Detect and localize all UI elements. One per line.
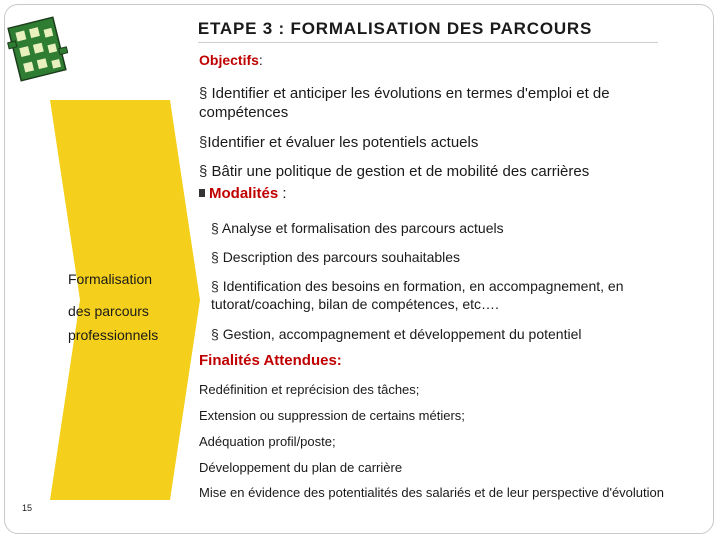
objectifs-heading <box>199 52 263 68</box>
side-label-line2: des parcours <box>68 303 149 319</box>
objectifs-colon: : <box>258 52 263 68</box>
side-label-line1: Formalisation <box>68 271 153 287</box>
objectif-item-2-text: Identifier et évaluer les potentiels actuels <box>207 134 479 151</box>
objectifs-heading-label: Objectifs <box>199 52 259 68</box>
modalites-colon: : <box>278 185 287 202</box>
modalite-item-4: § Gestion, accompagnement et développement du potentiel <box>211 326 582 342</box>
objectif-item-2: §Identifier et évaluer les potentiels actuels <box>199 134 479 151</box>
modalite-item-3-text: Identification des besoins en formation, en accompagnement, en <box>222 278 624 294</box>
objectif-item-1: § Identifier et anticiper les évolutions en termes d'emploi et de <box>199 85 610 102</box>
page-number: 15 <box>22 503 33 513</box>
finalite-item-4: Développement du plan de carrière <box>199 460 403 475</box>
title-divider <box>198 42 658 43</box>
page-title: ETAPE 3 : FORMALISATION DES PARCOURS <box>197 19 593 38</box>
side-label-line3: professionnels <box>68 327 159 343</box>
modalite-item-1: § Analyse et formalisation des parcours actuels <box>211 220 504 236</box>
square-bullet-icon <box>199 189 205 197</box>
modalite-item-2-text: Description des parcours souhaitables <box>222 249 461 265</box>
modalites-heading-label: Modalités <box>209 185 279 202</box>
yellow-chevron-shape <box>50 100 200 500</box>
objectif-item-3-text: Bâtir une politique de gestion et de mobilité des carrières <box>211 163 590 180</box>
modalites-heading <box>199 185 287 202</box>
modalite-item-3-cont: tutorat/coaching, bilan de compétences, etc…. <box>211 296 499 312</box>
objectif-item-3: § Bâtir une politique de gestion et de mobilité des carrières <box>199 163 590 180</box>
finalite-item-2: Extension ou suppression de certains métiers; <box>199 408 465 423</box>
objectif-item-1-cont: compétences <box>199 104 289 121</box>
modalite-item-1-text: Analyse et formalisation des parcours actuels <box>221 220 504 236</box>
modalite-item-2: § Description des parcours souhaitables <box>211 249 461 265</box>
finalites-heading: Finalités Attendues: <box>199 352 342 369</box>
finalite-item-5: Mise en évidence des potentialités des salariés et de leur perspective d'évolution <box>199 485 664 500</box>
finalite-item-3: Adéquation profil/poste; <box>199 434 336 449</box>
modalite-item-3: § Identification des besoins en formation, en accompagnement, en <box>211 278 624 294</box>
objectif-item-1-text: Identifier et anticiper les évolutions en termes d'emploi et de <box>211 85 610 102</box>
modalite-item-4-text: Gestion, accompagnement et développement du potentiel <box>222 326 582 342</box>
finalite-item-1: Redéfinition et reprécision des tâches; <box>199 382 420 397</box>
